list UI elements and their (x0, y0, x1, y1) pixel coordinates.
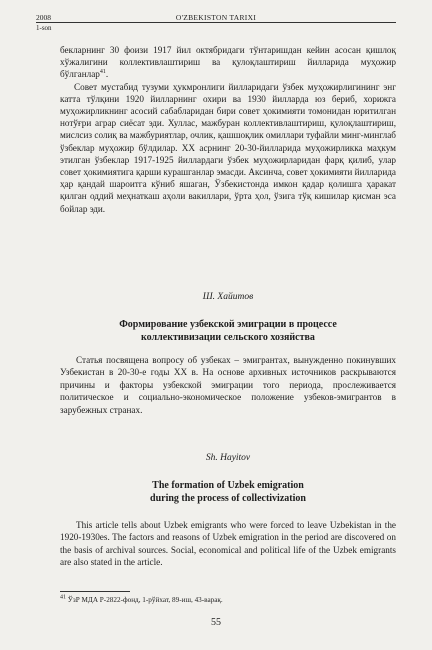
body-paragraph-1-text: бекларнинг 30 фоизи 1917 йил октябридаги тўнтаришдан кейин асосан қишлоқ хўжалигини коллективлаштириш ва қулоқлаштириш йилларида муҳожир бўлганлар (60, 45, 396, 80)
russian-author: Ш. Хайитов (202, 292, 254, 302)
page-number: 55 (211, 617, 221, 628)
russian-abstract (60, 354, 396, 416)
russian-title-line-1: Формирование узбекской эмиграции в процессе (119, 319, 337, 330)
english-author: Sh. Hayitov (205, 453, 251, 463)
body-paragraph-1: бекларнинг 30 фоизи 1917 йил октябридаги тўнтаришдан кейин асосан қишлоқ хўжалигини коллективлаштириш ва қулоқлаштириш йилларида муҳожир бўлганлар$^{41}$. (60, 45, 396, 80)
russian-title (60, 318, 396, 344)
footnote-mark: 41 (60, 594, 66, 601)
body-paragraph-2: Совет мустабид тузуми ҳукмронлиги йилларидаги ўзбек муҳожирлигининг энг катта тўлқини 1920 йилларнинг охири ва 1930 йилларда юз бериб, хорижга муҳожирликнинг асосий сабабларидан бири совет ҳокимияти томонидан юритилган нотўғри аграр сиёсат эди. Хуллас, мажбуран коллективлаштириш, қулоқлаштириш, мислсиз солиқ ва мажбуриятлар, очлик, қашшоқлик омиллари туфайли минг-минглаб ўзбеклар муҳожир бўлдилар. XX асрнинг 20-30-йилларида муҳожирликка маҳкум этилган ўзбеклар 1917-1925 йиллардаги ўзбек муҳожирларидан фарқ қилиб, улар совет ҳокимиятига қарши курашганлар эмасди. Аксинча, совет ҳокимияти йилларида ҳар қандай шароитга кўниб яшаган, Ўзбекистонда имкон қадар қолишга ҳаракат қилган оддий меҳнаткаш аҳоли вакиллари, ўрта ҳол, ўзига тўқ кишилар қисман эса бойлар эди. (60, 81, 396, 214)
footnote (60, 596, 396, 604)
russian-title-line-2: коллективизации сельского хозяйства (141, 332, 315, 343)
header-issue: 1-son (36, 24, 52, 32)
footnote-rule (60, 591, 130, 592)
english-abstract (60, 519, 396, 569)
body-section-uzbek (60, 44, 396, 215)
english-title-line-1: The formation of Uzbek emigration (152, 480, 304, 491)
footnote-text: ЎзР МДА Р-2822-фонд, 1-рўйхат, 89-иш, 43-варақ. (67, 596, 223, 604)
header-rule (36, 22, 396, 23)
footnote-reference: 41 (99, 69, 106, 76)
header-year: 2008 (36, 13, 51, 22)
header-journal-title: O'ZBEKISTON TARIXI (175, 13, 257, 22)
english-title-line-2: during the process of collectivization (150, 493, 306, 504)
english-title (60, 479, 396, 505)
english-abstract-text: This article tells about Uzbek emigrants who were forced to leave Uzbekistan in the 1920-1930es. The factors and reasons of Uzbek emigration in the period are discovered on the basis of archival sources. Social, economical and political life of the Uzbek emigrants are also stated in the article. (60, 520, 396, 568)
russian-abstract-text: Статья посвящена вопросу об узбеках – эмигрантах, вынужденно покинувших Узбекистан в 20-30-е годы XX в. На основе архивных источников раскрываются причины и факторы узбекской эмиграции того периода, прослеживается политическое и социально-экономическое положение узбеков-эмигрантов в зарубежных странах. (60, 355, 396, 415)
